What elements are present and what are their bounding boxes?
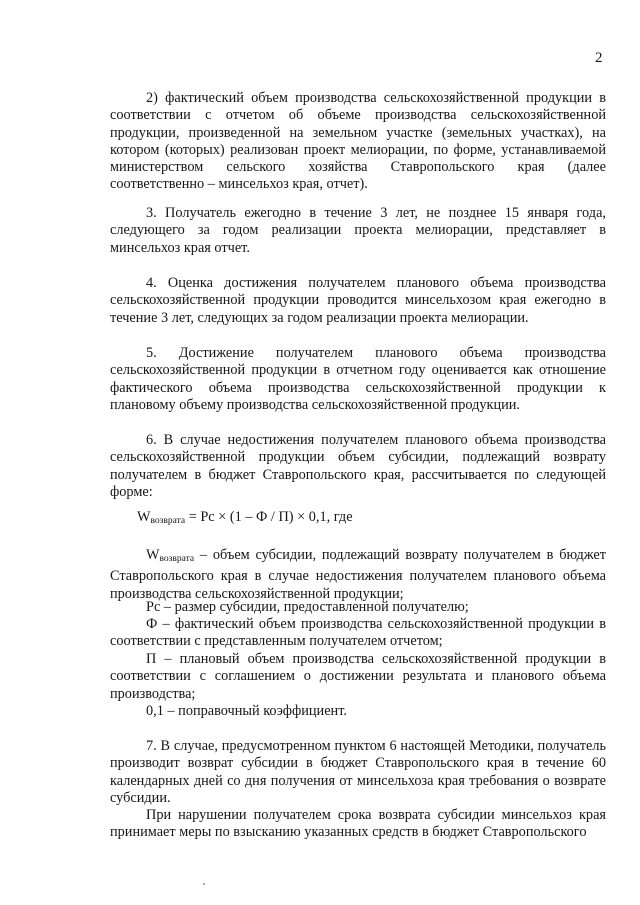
definition-k: 0,1 – поправочный коэффициент. (146, 703, 347, 719)
definition-rs: Рс – размер субсидии, предоставленной получателю; (146, 599, 469, 615)
page-number: 2 (595, 50, 603, 66)
paragraph-7: 7. В случае, предусмотренном пунктом 6 настоящей Методики, получатель производит возврат субсидии в бюджет Ставропольского края в течение 60 календарных дней со дня получения от минсельхоза края требования о возврате субсидии. (110, 738, 606, 806)
paragraph-5: 5. Достижение получателем планового объема производства сельскохозяйственной продукции в отчетном году оценивается как отношение фактического объема производства сельскохозяйственной продукции к плановому объему производства сельскохозяйственной продукции. (110, 345, 606, 413)
formula-rhs: = Рс × (1 – Ф / П) × 0,1, где (185, 509, 353, 525)
paragraph-2: 2) фактический объем производства сельскохозяйственной продукции в соответствии с отчетом об объеме производства сельскохозяйственной продукции, произведенной на земельном участке (земельных участках), на котором (которых) реализован проект мелиорации, по форме, устанавливаемой министерством сельского хозяйства Ставропольского края (далее соответственно – минсельхоз края, отчет). (110, 90, 606, 193)
definition-w-subscript: возврата (159, 554, 195, 564)
paragraph-6: 6. В случае недостижения получателем планового объема производства сельскохозяйственной продукции объем субсидии, подлежащий возврату получателем в бюджет Ставропольского края, рассчитывается по следующей форме: (110, 432, 606, 500)
definition-p: П – плановый объем производства сельскохозяйственной продукции в соответствии с соглашением о достижении результата и планового объема производства; (110, 651, 606, 702)
definition-w-symbol: W (146, 547, 160, 563)
definition-f: Ф – фактический объем производства сельскохозяйственной продукции в соответствии с представленным получателем отчетом; (110, 616, 606, 650)
paragraph-3: 3. Получатель ежегодно в течение 3 лет, не позднее 15 января года, следующего за годом реализации проекта мелиорации, представляет в минсельхоз края отчет. (110, 205, 606, 256)
paragraph-4: 4. Оценка достижения получателем планового объема производства сельскохозяйственной продукции проводится минсельхозом края ежегодно в течение 3 лет, следующих за годом реализации проекта мелиорации. (110, 275, 606, 326)
paragraph-8: При нарушении получателем срока возврата субсидии минсельхоз края принимает меры по взысканию указанных средств в бюджет Ставропольского (110, 807, 606, 841)
formula-lhs-symbol: W (137, 509, 151, 525)
definition-w-text: – объем субсидии, подлежащий возврату получателем в бюджет Ставропольского края в случае недостижения получателем планового объема производства сельскохозяйственной продукции; (110, 547, 606, 602)
scan-artifact-dot (203, 883, 205, 885)
formula-lhs-subscript: возврата (150, 516, 186, 526)
definition-w (110, 547, 606, 603)
refund-formula (137, 509, 353, 530)
